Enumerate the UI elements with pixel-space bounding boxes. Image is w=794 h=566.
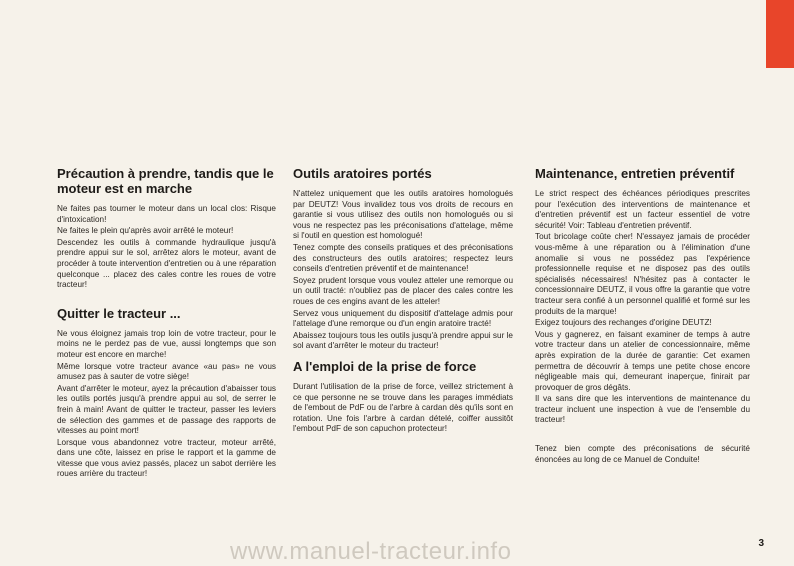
paragraph: Exigez toujours des rechanges d'origine DEUTZ!	[535, 318, 712, 328]
paragraph: Même lorsque votre tracteur avance «au pas» ne vous amusez pas à sauter de votre siège!	[57, 361, 276, 382]
paragraph: Le strict respect des échéances périodiques prescrites pour l'exécution des interventions de maintenance et d'entretien préventif est un facteur essentiel de votre sécurité! Voir: Tableau d'entretien préventif.	[535, 189, 750, 230]
paragraph: Il va sans dire que les interventions de maintenance du tracteur incluent une inspection à vue de l'ensemble du tracteur!	[535, 394, 750, 425]
heading-mounted-implements: Outils aratoires portés	[293, 166, 432, 181]
column-middle	[293, 166, 513, 436]
paragraph: Avant d'arrêter le moteur, ayez la précaution d'abaisser tous les outils portés jusqu'à prendre appui au sol, de serrer le frein à main! Avant de quitter le tracteur, passer les leviers de sélection des gammes et de passage des rapports de vitesses au point mort!	[57, 383, 276, 436]
heading-precaution-engine-running: Précaution à prendre, tandis que le moteur est en marche	[57, 166, 274, 196]
paragraph: Descendez les outils à commande hydraulique jusqu'à prendre appui sur le sol, arrêtez alors le moteur, avant de procéder à toute intervention d'entretien ou à une réparation quelconque ... placez des cales contre les roues de votre tracteur!	[57, 237, 276, 290]
page-number: 3	[758, 538, 764, 549]
paragraph: Durant l'utilisation de la prise de force, veillez strictement à ce que personne ne se trouve dans les parages immédiats de l'embout de PdF ou de l'arbre à cardan dès qu'ils sont en rotation. Une fois l'arbre à cardan dételé, coiffer aussitôt l'embout PdF de son capuchon protecteur!	[293, 381, 513, 434]
column-left	[57, 166, 276, 481]
paragraph: Lorsque vous abandonnez votre tracteur, moteur arrêté, dans une côte, laissez en prise le rapport et la gamme de vitesse que vous aviez passés, placez un sabot derrière les roues arrière du tracteur!	[57, 437, 276, 479]
section-color-tab	[766, 0, 794, 68]
column-right	[535, 166, 750, 466]
heading-leaving-tractor: Quitter le tracteur ...	[57, 305, 181, 321]
paragraph: N'attelez uniquement que les outils aratoires homologués par DEUTZ! Vous invalidez tous vos droits de recours en garantie si vous utilisez des outils non homologués ou si vous ne respectez pas les préconisations d'attelage, même si l'outil en question est homologué!	[293, 189, 513, 241]
paragraph: Tenez compte des conseils pratiques et des préconisations des constructeurs des outils aratoires; respectez leurs conseils d'entretien préventif et de maintenance!	[293, 242, 513, 274]
paragraph: Ne faites pas tourner le moteur dans un local clos: Risque d'intoxication!	[57, 204, 276, 224]
paragraph: Tout bricolage coûte cher! N'essayez jamais de procéder vous-même à une réparation ou à l'élimination d'une anomalie si vous ne possédez pas l'expérience professionnelle requise et ne disposez pas des outils spécialisés nécessaires! N'hésitez pas à contacter le concessionnaire DEUTZ, il vous offre la garantie que votre tracteur sera confié à un personnel qualifié et formé sur les produits de la marque!	[535, 232, 750, 316]
watermark-text: www.manuel-tracteur.info	[230, 538, 512, 565]
paragraph: Servez vous uniquement du dispositif d'attelage admis pour l'attelage d'une remorque ou d'un engin aratoire tracté!	[293, 308, 513, 329]
paragraph: Ne faites le plein qu'après avoir arrêté le moteur!	[57, 226, 234, 236]
paragraph: Ne vous éloignez jamais trop loin de votre tracteur, pour le moins ne le perdez pas de vue, aussi longtemps que son moteur est encore en marche!	[57, 328, 276, 359]
heading-maintenance: Maintenance, entretien préventif	[535, 166, 735, 181]
paragraph: Soyez prudent lorsque vous voulez atteler une remorque ou un outil tracté: n'oubliez pas de placer des cales contre les roues de ces engins avant de les atteler!	[293, 275, 513, 306]
paragraph: Abaissez toujours tous les outils jusqu'à prendre appui sur le sol avant d'arrêter le moteur du tracteur!	[293, 330, 513, 351]
closing-note: Tenez bien compte des préconisations de sécurité énoncées au long de ce Manuel de Conduite!	[535, 444, 750, 464]
heading-pto-use: A l'emploi de la prise de force	[293, 358, 477, 374]
paragraph: Vous y gagnerez, en faisant examiner de temps à autre votre tracteur dans un atelier de concessionnaire, même après expiration de la durée de garantie: Cet examen permettra de découvrir à temps une petite chose encore négligeable mais qui, demeurant inaperçue, finirait par provoquer de gros dégâts.	[535, 329, 750, 392]
